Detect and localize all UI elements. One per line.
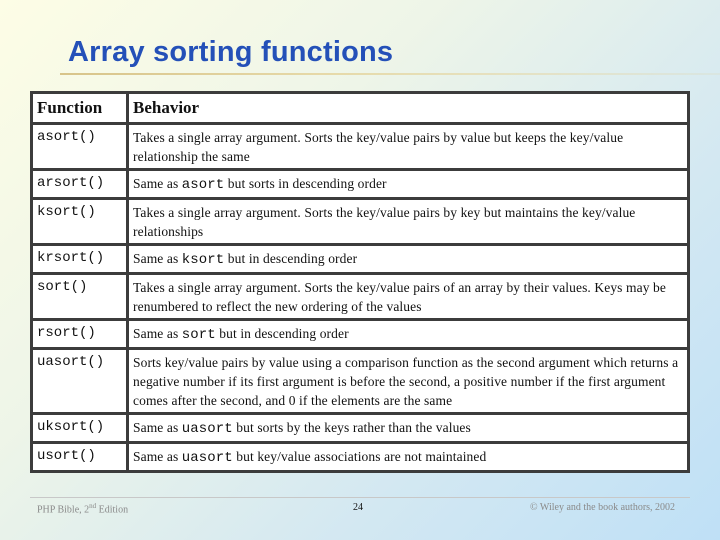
table-row xyxy=(33,350,687,412)
header-function: Function xyxy=(33,94,126,122)
table-row xyxy=(33,246,687,272)
function-behavior xyxy=(129,415,687,441)
table-row xyxy=(33,200,687,243)
behavior-text: but in descending order xyxy=(215,326,349,341)
function-behavior: Takes a single array argument. Sorts the key/value pairs of an array by their values. Keys may be renumbered to reflect the new ordering of the values xyxy=(129,275,687,318)
behavior-code: sort xyxy=(181,327,216,343)
footer-page-number: 24 xyxy=(353,502,363,513)
slide-title: Array sorting functions xyxy=(68,36,394,68)
footer-copyright: © Wiley and the book authors, 2002 xyxy=(530,502,676,513)
function-behavior: Takes a single array argument. Sorts the key/value pairs by key but maintains the key/value relationships xyxy=(129,200,687,243)
behavior-code: uasort xyxy=(181,450,233,466)
title-underline xyxy=(60,73,720,75)
table-row xyxy=(33,444,687,470)
behavior-text: Same as xyxy=(133,251,182,266)
table-header-row xyxy=(33,94,687,122)
footer-divider xyxy=(30,497,690,498)
function-name: rsort() xyxy=(33,321,126,347)
function-behavior xyxy=(129,444,687,470)
table-row xyxy=(33,171,687,197)
behavior-text: Same as xyxy=(133,449,182,464)
function-name: usort() xyxy=(33,444,126,470)
behavior-code: uasort xyxy=(181,421,233,437)
behavior-code: asort xyxy=(181,177,225,193)
function-name: uasort() xyxy=(33,350,126,412)
function-name: krsort() xyxy=(33,246,126,272)
header-behavior: Behavior xyxy=(129,94,687,122)
function-name: arsort() xyxy=(33,171,126,197)
function-name: asort() xyxy=(33,125,126,168)
table-row xyxy=(33,125,687,168)
behavior-code: ksort xyxy=(181,252,225,268)
sorting-functions-table xyxy=(30,91,690,473)
function-behavior xyxy=(129,246,687,272)
behavior-text: but key/value associations are not maintained xyxy=(232,449,487,464)
footer-book-title: PHP Bible, 2nd Edition xyxy=(37,502,129,516)
behavior-text: but sorts by the keys rather than the values xyxy=(232,420,471,435)
behavior-text: Same as xyxy=(133,176,182,191)
behavior-text: Same as xyxy=(133,420,182,435)
function-name: sort() xyxy=(33,275,126,318)
behavior-text: but in descending order xyxy=(224,251,358,266)
table-row xyxy=(33,275,687,318)
behavior-text: but sorts in descending order xyxy=(224,176,387,191)
function-name: uksort() xyxy=(33,415,126,441)
function-name: ksort() xyxy=(33,200,126,243)
table-row xyxy=(33,415,687,441)
behavior-text: Same as xyxy=(133,326,182,341)
function-behavior xyxy=(129,171,687,197)
table-row xyxy=(33,321,687,347)
function-behavior xyxy=(129,321,687,347)
function-behavior: Sorts key/value pairs by value using a comparison function as the second argument which returns a negative number if its first argument is before the second, a positive number if the first argument comes after the second, and 0 if the elements are the same xyxy=(129,350,687,412)
function-behavior: Takes a single array argument. Sorts the key/value pairs by value but keeps the key/value relationship the same xyxy=(129,125,687,168)
